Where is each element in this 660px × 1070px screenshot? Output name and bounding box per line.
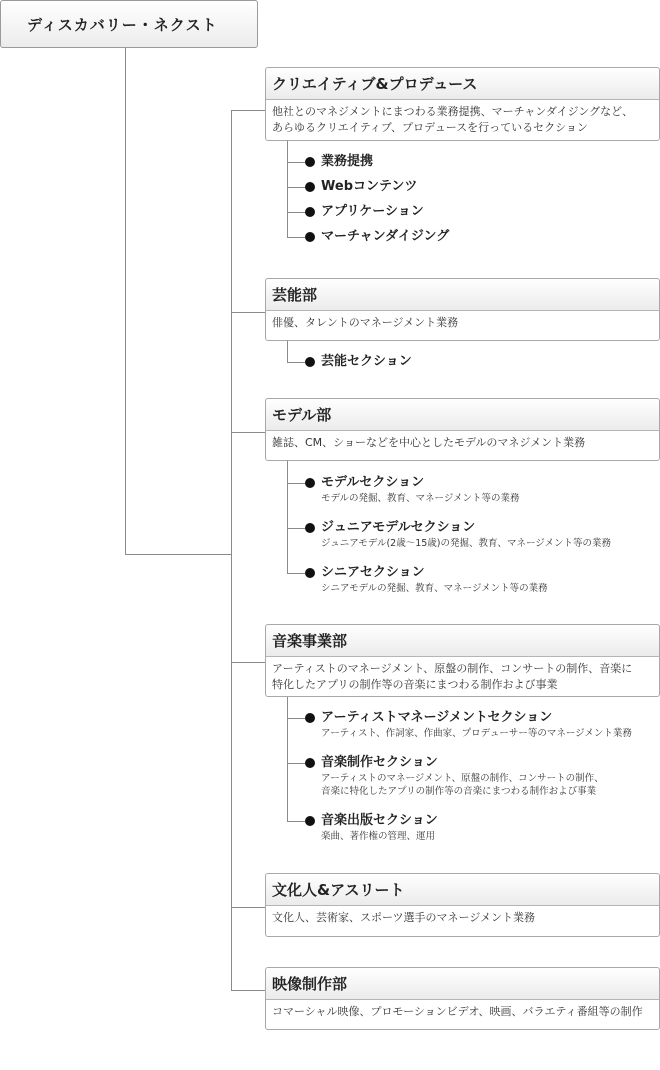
root-connector-vertical xyxy=(125,48,126,554)
section-application xyxy=(305,203,660,221)
section-branch-1-3 xyxy=(287,212,305,213)
root-node xyxy=(0,0,258,48)
section-trunk-1 xyxy=(287,141,288,238)
dept-title: 映像制作部 xyxy=(266,968,659,1000)
section-music-production xyxy=(305,754,660,798)
dept-description: 俳優、タレントのマネージメント業務 xyxy=(272,316,459,329)
root-connector-horizontal xyxy=(125,554,231,555)
section-branch-3-3 xyxy=(287,573,305,574)
bullet-icon xyxy=(305,523,315,533)
section-branch-2-1 xyxy=(287,362,305,363)
dept-title: モデル部 xyxy=(266,399,659,431)
section-description: 楽曲、著作権の管理、運用 xyxy=(321,831,436,842)
section-description: アーティスト、作詞家、作曲家、プロデューサー等のマネージメント業務 xyxy=(321,728,632,739)
section-branch-3-1 xyxy=(287,483,305,484)
branch-dept-5 xyxy=(231,907,265,908)
dept-title: 音楽事業部 xyxy=(266,625,659,657)
dept-entertainment xyxy=(265,278,660,341)
branch-dept-1 xyxy=(231,110,265,111)
section-branch-1-1 xyxy=(287,162,305,163)
branch-dept-2 xyxy=(231,312,265,313)
dept-culture-athlete xyxy=(265,873,660,937)
branch-dept-6 xyxy=(231,990,265,991)
bullet-icon xyxy=(305,816,315,826)
section-branch-4-1 xyxy=(287,718,305,719)
section-music-publishing xyxy=(305,812,660,843)
dept-description: 他社とのマネジメントにまつわる業務提携、マーチャンダイジングなど、 あらゆるクリエイティブ、プロデュースを行っているセクション xyxy=(272,105,634,134)
section-title: アプリケーション xyxy=(321,204,424,219)
section-senior xyxy=(305,564,660,595)
section-branch-3-2 xyxy=(287,528,305,529)
section-title: アーティストマネージメントセクション xyxy=(321,710,553,725)
section-branch-4-3 xyxy=(287,821,305,822)
section-title: マーチャンダイジング xyxy=(321,229,450,244)
section-description: アーティストのマネージメント、原盤の制作、コンサートの制作、 音楽に特化したアプリの制作等の音楽にまつわる制作および事業 xyxy=(321,773,604,797)
dept-title: 文化人&アスリート xyxy=(266,874,659,906)
bullet-icon xyxy=(305,568,315,578)
section-business-alliance xyxy=(305,153,660,171)
dept-description: コマーシャル映像、プロモーションビデオ、映画、バラエティ番組等の制作 xyxy=(272,1005,643,1018)
root-label: ディスカバリー・ネクスト xyxy=(27,15,218,34)
bullet-icon xyxy=(305,713,315,723)
section-entertainment xyxy=(305,353,660,371)
dept-creative-produce xyxy=(265,67,660,141)
section-trunk-3 xyxy=(287,461,288,573)
dept-description: アーティストのマネージメント、原盤の制作、コンサートの制作、音楽に 特化したアプリの制作等の音楽にまつわる制作および事業 xyxy=(272,662,633,691)
bullet-icon xyxy=(305,157,315,167)
branch-dept-3 xyxy=(231,432,265,433)
section-model xyxy=(305,474,660,505)
section-junior-model xyxy=(305,519,660,550)
dept-music xyxy=(265,624,660,697)
section-trunk-4 xyxy=(287,697,288,821)
section-description: シニアモデルの発掘、教育、マネージメント等の業務 xyxy=(321,583,548,594)
bullet-icon xyxy=(305,758,315,768)
section-title: 芸能セクション xyxy=(321,354,412,369)
bullet-icon xyxy=(305,207,315,217)
section-title: 業務提携 xyxy=(321,154,374,169)
section-title: 音楽制作セクション xyxy=(321,755,438,770)
section-branch-1-4 xyxy=(287,237,305,238)
bullet-icon xyxy=(305,357,315,367)
dept-title: クリエイティブ&プロデュース xyxy=(266,68,659,100)
section-branch-1-2 xyxy=(287,187,305,188)
section-description: ジュニアモデル(2歳〜15歳)の発掘、教育、マネージメント等の業務 xyxy=(321,538,612,549)
section-trunk-2 xyxy=(287,341,288,362)
section-merchandising xyxy=(305,228,660,246)
section-branch-4-2 xyxy=(287,763,305,764)
section-title: Webコンテンツ xyxy=(321,179,418,194)
section-title: 音楽出版セクション xyxy=(321,813,438,828)
dept-video-production xyxy=(265,967,660,1030)
trunk-line xyxy=(231,110,232,990)
section-artist-management xyxy=(305,709,660,740)
dept-title: 芸能部 xyxy=(266,279,659,311)
dept-description: 雑誌、CM、ショーなどを中心としたモデルのマネジメント業務 xyxy=(272,436,586,449)
section-web-content xyxy=(305,178,660,196)
section-title: シニアセクション xyxy=(321,565,425,580)
section-description: モデルの発掘、教育、マネージメント等の業務 xyxy=(321,493,520,504)
section-title: ジュニアモデルセクション xyxy=(321,520,476,535)
branch-dept-4 xyxy=(231,662,265,663)
bullet-icon xyxy=(305,478,315,488)
dept-model xyxy=(265,398,660,461)
section-title: モデルセクション xyxy=(321,475,425,490)
bullet-icon xyxy=(305,182,315,192)
bullet-icon xyxy=(305,232,315,242)
dept-description: 文化人、芸術家、スポーツ選手のマネージメント業務 xyxy=(272,911,536,924)
